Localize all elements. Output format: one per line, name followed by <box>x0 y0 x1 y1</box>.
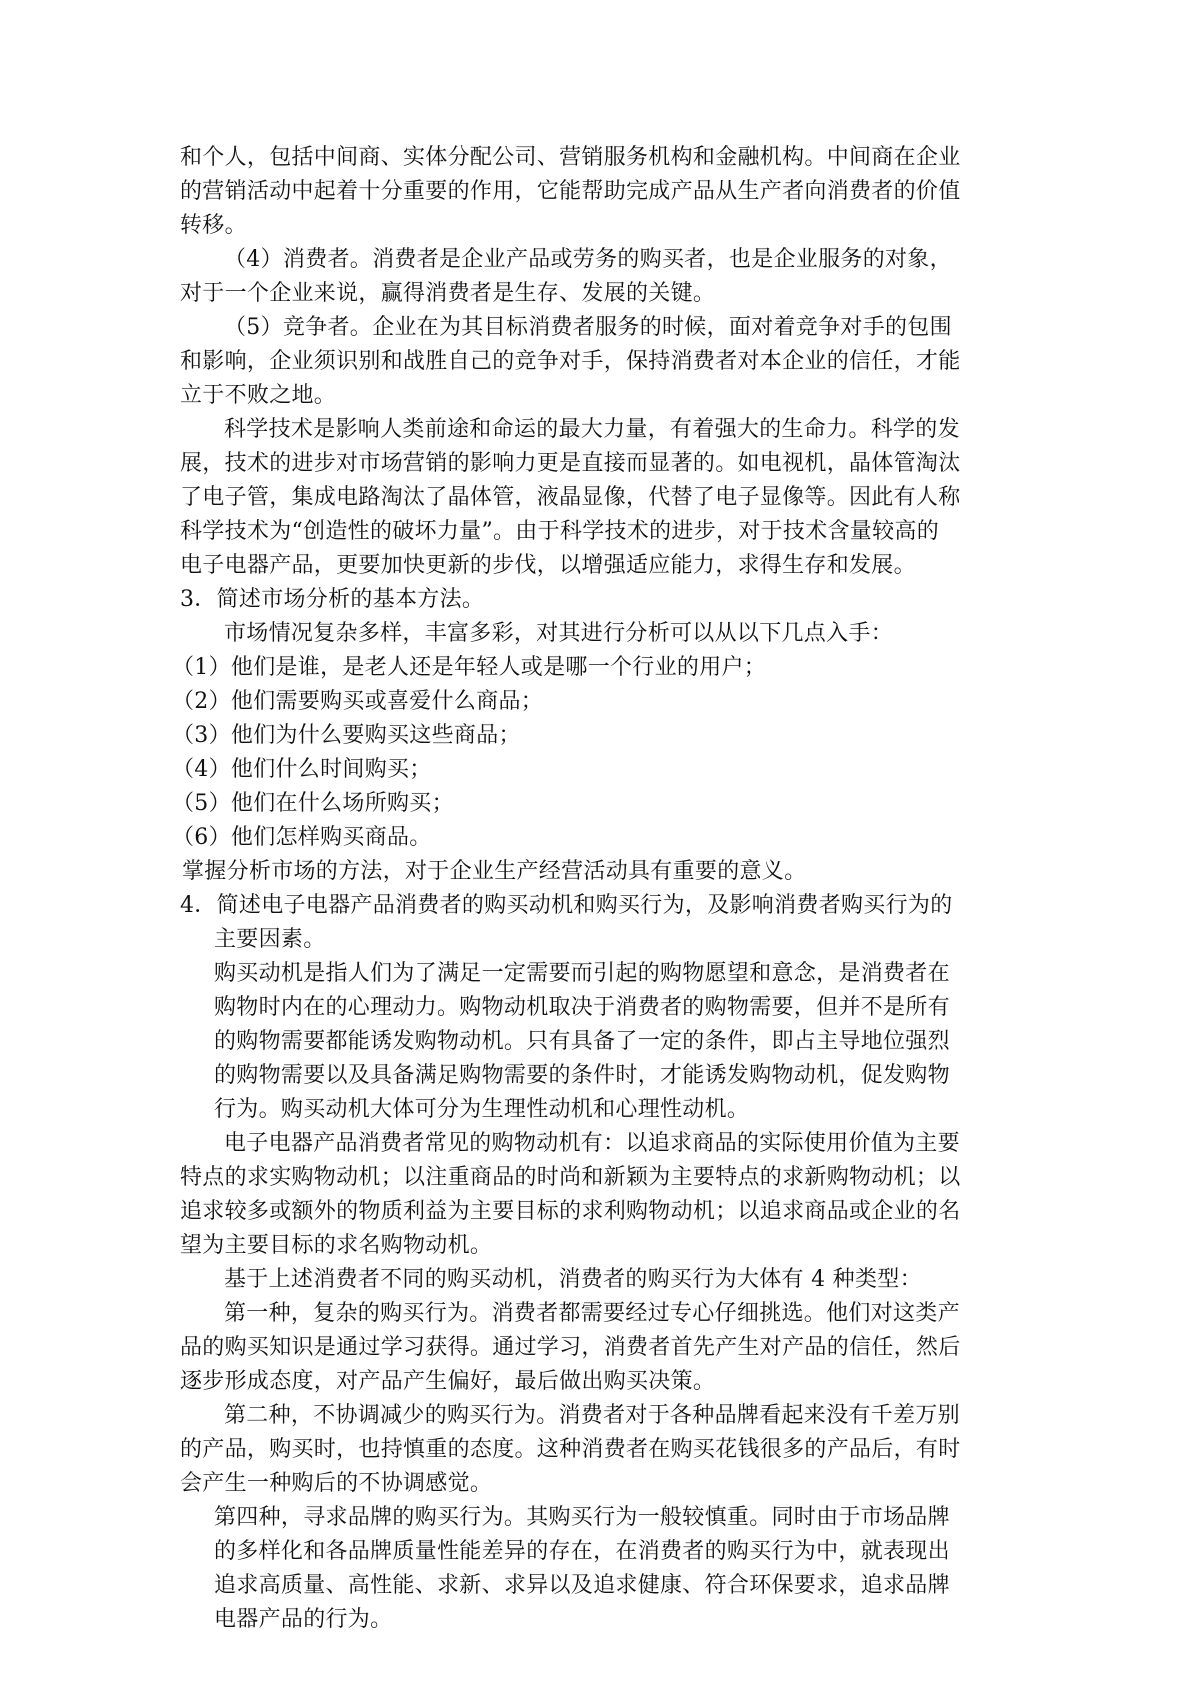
list-item: （3）他们为什么要购买这些商品； <box>172 723 521 748</box>
text-line: 了电子管，集成电路淘汰了晶体管，液晶显像，代替了电子显像等。因此有人称 <box>180 485 961 510</box>
text-line: 科学技术是影响人类前途和命运的最大力量，有着强大的生命力。科学的发 <box>224 417 960 442</box>
section-heading: 4．简述电子电器产品消费者的购买动机和购买行为，及影响消费者购买行为的 <box>180 893 953 918</box>
text-line: 行为。购买动机大体可分为生理性动机和心理性动机。 <box>214 1097 750 1122</box>
text-line: 科学技术为“创造性的破坏力量”。由于科学技术的进步，对于技术含量较高的 <box>180 519 939 544</box>
text-line: 逐步形成态度，对产品产生偏好，最后做出购买决策。 <box>180 1369 716 1394</box>
text-line: 望为主要目标的求名购物动机。 <box>180 1233 493 1258</box>
text-line: 掌握分析市场的方法，对于企业生产经营活动具有重要的意义。 <box>182 859 807 884</box>
text-line: 市场情况复杂多样，丰富多彩，对其进行分析可以从以下几点入手： <box>224 621 894 646</box>
text-line: 和影响，企业须识别和战胜自己的竞争对手，保持消费者对本企业的信任，才能 <box>180 349 961 374</box>
text-line: 追求较多或额外的物质利益为主要目标的求利购物动机；以追求商品或企业的名 <box>180 1199 961 1224</box>
text-line: 购买动机是指人们为了满足一定需要而引起的购物愿望和意念，是消费者在 <box>214 961 950 986</box>
list-item: （4）他们什么时间购买； <box>172 757 432 782</box>
text-line: 的购物需要都能诱发购物动机。只有具备了一定的条件，即占主导地位强烈 <box>214 1029 950 1054</box>
text-line: 第二种，不协调减少的购买行为。消费者对于各种品牌看起来没有千差万别 <box>224 1403 960 1428</box>
text-line: 品的购买知识是通过学习获得。通过学习，消费者首先产生对产品的信任，然后 <box>180 1335 961 1360</box>
list-item: （2）他们需要购买或喜爱什么商品； <box>172 689 544 714</box>
text-line: 电子电器产品，更要加快更新的步伐，以增强适应能力，求得生存和发展。 <box>180 553 916 578</box>
text-line: （4）消费者。消费者是企业产品或劳务的购买者，也是企业服务的对象， <box>224 247 952 272</box>
text-line: 电子电器产品消费者常见的购物动机有：以追求商品的实际使用价值为主要 <box>224 1131 960 1156</box>
text-line: 转移。 <box>180 213 247 238</box>
text-line: （5）竞争者。企业在为其目标消费者服务的时候，面对着竞争对手的包围 <box>224 315 952 340</box>
text-line: 的产品，购买时，也持慎重的态度。这种消费者在购买花钱很多的产品后，有时 <box>180 1437 961 1462</box>
text-line: 第一种，复杂的购买行为。消费者都需要经过专心仔细挑选。他们对这类产 <box>224 1301 960 1326</box>
text-line: 电器产品的行为。 <box>214 1607 393 1632</box>
text-line: 的营销活动中起着十分重要的作用，它能帮助完成产品从生产者向消费者的价值 <box>180 179 961 204</box>
text-line: 展，技术的进步对市场营销的影响力更是直接而显著的。如电视机，晶体管淘汰 <box>180 451 961 476</box>
section-heading: 3．简述市场分析的基本方法。 <box>180 587 485 612</box>
text-line: 对于一个企业来说，赢得消费者是生存、发展的关键。 <box>180 281 716 306</box>
text-line: 的购物需要以及具备满足购物需要的条件时，才能诱发购物动机，促发购物 <box>214 1063 950 1088</box>
text-line: 的多样化和各品牌质量性能差异的存在，在消费者的购买行为中，就表现出 <box>214 1539 950 1564</box>
list-item: （6）他们怎样购买商品。 <box>172 825 432 850</box>
text-line: 追求高质量、高性能、求新、求异以及追求健康、符合环保要求，追求品牌 <box>214 1573 950 1598</box>
text-line: 购物时内在的心理动力。购物动机取决于消费者的购物需要，但并不是所有 <box>214 995 950 1020</box>
text-line: 基于上述消费者不同的购买动机，消费者的购买行为大体有 4 种类型： <box>224 1267 922 1292</box>
text-line: 和个人，包括中间商、实体分配公司、营销服务机构和金融机构。中间商在企业 <box>180 145 961 170</box>
section-heading: 主要因素。 <box>214 927 326 952</box>
list-item: （5）他们在什么场所购买； <box>172 791 454 816</box>
text-line: 特点的求实购物动机；以注重商品的时尚和新颖为主要特点的求新购物动机；以 <box>180 1165 961 1190</box>
text-line: 立于不败之地。 <box>180 383 337 408</box>
list-item: （1）他们是谁，是老人还是年轻人或是哪一个行业的用户； <box>172 655 767 680</box>
text-line: 第四种，寻求品牌的购买行为。其购买行为一般较慎重。同时由于市场品牌 <box>214 1505 950 1530</box>
text-line: 会产生一种购后的不协调感觉。 <box>180 1471 493 1496</box>
